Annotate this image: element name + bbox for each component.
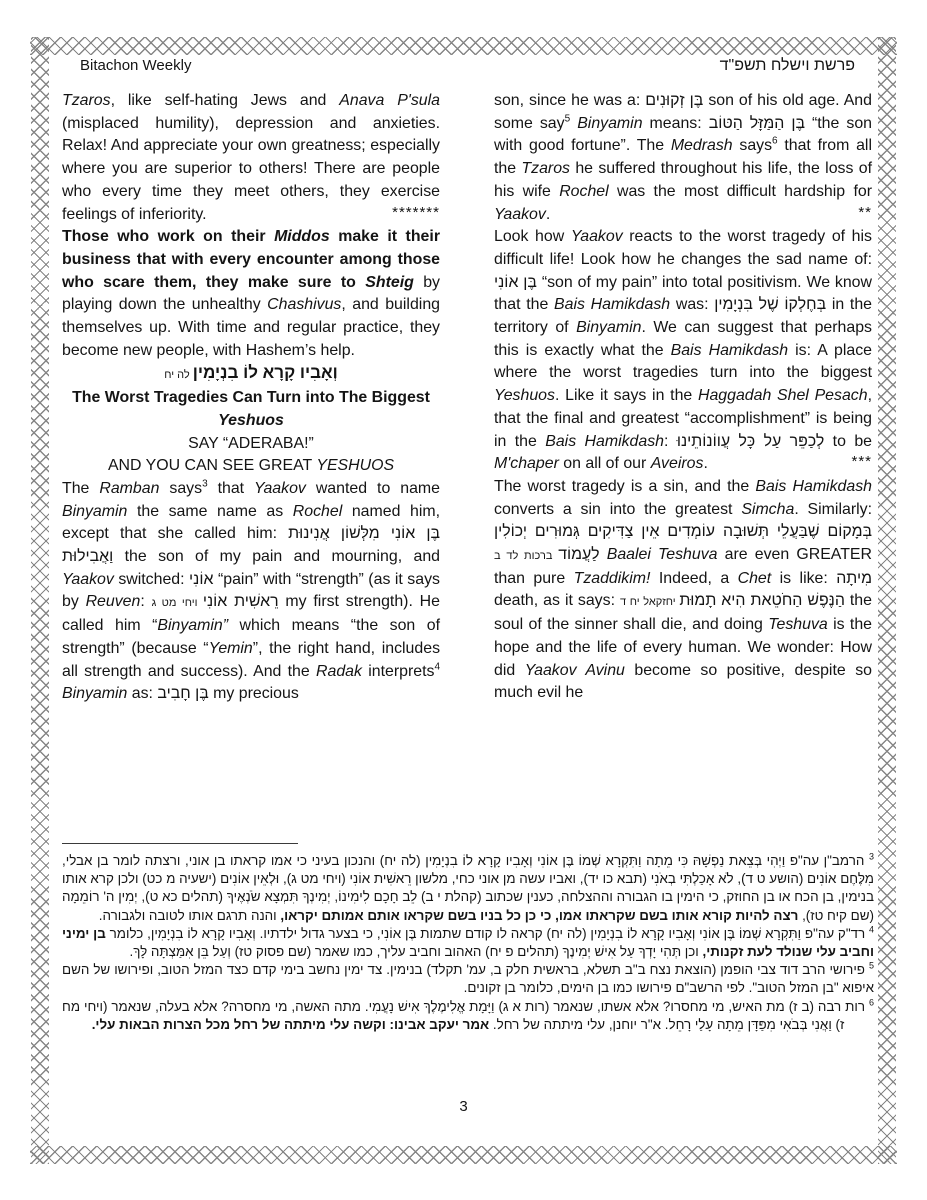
footnote-5: $^5$ פירושי הרב דוד צבי הופמן (הוצאת נצח ב"ב תשלא, בראשית חלק ב, עמ' תקלד) בנימין. צד ימין נחשב בימי קדם כצד המזל הטוב, ופירושו של השם איפוא "בן המזל הטוב". לפי הרשב"ם פירושו כמו בן הימים, כלומר בן זקונים. — [62, 960, 874, 996]
worst-tragedy-sin-paragraph: The worst tragedy is a sin, and the Bais Hamikdash converts a sin into the greatest Simcha. Similarly: בְּמָקוֹם שֶׁבַּעֲלֵי תְּשׁוּבָה עוֹמְדִים אֵין צַדִּיקִים גְּמוּרִים יְכוֹלִין לַעֲמוֹד ברכות לד ב Baalei Teshuva are even GREATER than pure Tzaddikim! Indeed, a Chet is like: מִיתָה death, as it says: הַנֶּפֶשׁ הַחֹטֵאת הִיא תָמוּת יחזקאל יח ד the soul of the sinner shall die, and doing Teshuva is the hope and the life of every human. We wonder: How did Yaakov Avinu become so positive, despite so much evil he — [494, 477, 873, 702]
right-column — [494, 90, 872, 706]
section-title: The Worst Tragedies Can Turn into The Biggest Yeshuos — [72, 389, 430, 429]
decorative-border-bottom — [30, 1146, 897, 1164]
yaakov-reaction-paragraph: Look how Yaakov reacts to the worst tragedy of his difficult life! Look how he changes the sad name of: בֶּן אוֹנִי “son of my pain” into total positivism. We know that the Bais Hamikdash was: בְּחֶלְקוֹ שֶׁל בִּנְיָמִין in the territory of Binyamin. We can suggest that perhaps this is exactly what the Bais Hamikdash is: A place where the worst tragedies turn into the biggest Yeshuos. Like it says in the Haggadah Shel Pesach, that the final and greatest “accomplishment” is being in the Bais Hamikdash: לְכַפֵּר עַל כָּל עֲווֹנוֹתֵינוּ to be M'chaper on all of our Aveiros. *** — [494, 228, 873, 473]
footnotes-section — [62, 843, 874, 1034]
decorative-border-left — [31, 37, 49, 1164]
publication-title: Bitachon Weekly — [80, 57, 192, 74]
ben-zekunim-paragraph: son, since he was a: בֶּן זְקוּנִים son of his old age. And some say$^5$ Binyamin means: בֶּן הַמַּזָּל הַטּוֹב “the son with good fortune”. The Medrash says$^6$ that from all the Tzaros he suffered throughout his life, the loss of his wife Rochel was the most difficult hardship for Yaakov. ** — [494, 92, 872, 223]
say-aderaba-heading: SAY “ADERABA!” — [188, 434, 314, 452]
parsha-title: פרשת וישלח תשפ"ד — [719, 57, 855, 74]
page-number: 3 — [459, 1098, 468, 1115]
footnote-separator — [62, 843, 298, 844]
decorative-border-right — [878, 37, 896, 1164]
middos-bold-paragraph: Those who work on their Middos make it their business that with every encounter among those who scare them, they make sure to Shteig by playing down the unhealthy Chashivus, and building themselves up. With time and regular practice, they become new people, with Hashem’s help. — [62, 228, 440, 359]
footnote-3: $^3$ הרמב"ן עה"פ וַיְהִי בְּצֵאת נַפְשָׁהּ כִּי מֵתָה וַתִּקְרָא שְׁמוֹ בֶּן אוֹנִי וְאָבִיו קָרָא לוֹ בִנְיָמִין (לה יח) והנכון בעיני כי אמו קראתו בן אוני, ורצתה לומר בן אבלי, מִלֶּחֶם אוֹנִים (הושע ט ד), לֹא אָכַלְתִּי בְאֹנִי (תבא כו יד), ואביו עשה מן אוני כחי, מלשון רֵאשִׁית אוֹנִי (ויחי מט ג), וּלְאֵין אוֹנִים (ישעיה מ כט) ולכן קרא אותו בנימין, בן הכח או בן החוזק, כי הימין בו הגבורה וההצלחה, כענין שכתוב (קהלת י ב) לֵב חָכָם לִימִינוֹ, יְמִינְךָ תִּמְצָא שֹׂנְאֶיךָ (תהלים כא ט), יְמִין ה' רוֹמֵמָה (שם קיח טז), רצה להיות קורא אותו בשם שקראתו אמו, כי כן כל בניו בשם שקראו אותם אמותם יקראו, והנה תרגם אותו לטובה ולגבורה. — [62, 851, 874, 923]
ramban-paragraph: The Ramban says$^3$ that Yaakov wanted to name Binyamin the same name as Rochel named him, except that she called him: בֶּן אוֹנִי מִלְּשׁוֹן אֲנִינוּת וַאֲבִילוּת the son of my pain and mourning, and Yaakov switched: אוֹנִי “pain” with “strength” (as it says by Reuven: רֵאשִׁית אוֹנִי ויחי מט ג my first strength). He called him “Binyamin” which means “the son of strength” (because “Yemin”, the right hand, includes all strength and success). And the Radak interprets$^4$ Binyamin as: בֶּן חָבִיב my precious — [62, 478, 441, 703]
left-column — [62, 90, 440, 706]
main-text — [62, 90, 872, 706]
decorative-border-top — [30, 37, 897, 55]
footnote-6: $^6$ רות רבה (ב ז) מת האיש, מי מחסרו? אלא אשתו, שנאמר (רות א ג) וַיָּמָת אֱלִימֶלֶךְ אִישׁ נָעֳמִי. מתה האשה, מי מחסרה? אלא בעלה, שנאמר (ויחי מח ז) וַאֲנִי בְּבֹאִי מִפַּדָּן מֵתָה עָלַי רָחֵל. א"ר יוחנן, עלי מיתתה של רחל. אמר יעקב אבינו: וקשה עלי מיתתה של רחל מכל הצרות הבאות עלי. — [62, 997, 874, 1032]
footnote-4: $^4$ רד"ק עה"פ וַתִּקְרָא שְׁמוֹ בֶּן אוֹנִי וְאָבִיו קָרָא לוֹ בִנְיָמִין (לה יח) קראה לו קודם שתמות בֶּן אוֹנִי, כי בצער גדול ילדתיו. וְאָבִיו קָרָא לוֹ בִנְיָמִין, כלומר בן ימיני וחביב עלי שנולד לעת זקנותי, וכן תְּהִי יָדְךָ עַל אִישׁ יְמִינֶךָ (תהלים פ יח) האהוב וחביב עליך, כמו שאמר (שם פסוק טז) וְעַל בֵּן אִמַּצְתָּה לָּךְ. — [62, 924, 875, 960]
page-header — [80, 57, 855, 75]
see-great-yeshuos-heading: AND YOU CAN SEE GREAT YESHUOS — [107, 457, 395, 475]
intro-paragraph: Tzaros, like self-hating Jews and Anava P'sula (misplaced humility), depression and anxieties. Relax! And appreciate your own greatness; especially where you are superior to others! There are people who every time they meet others, they exercise feelings of inferiority. ******* — [62, 92, 440, 223]
hebrew-verse-heading: וְאָבִיו קָרָא לוֹ בִנְיָמִין לה יח — [164, 363, 338, 383]
